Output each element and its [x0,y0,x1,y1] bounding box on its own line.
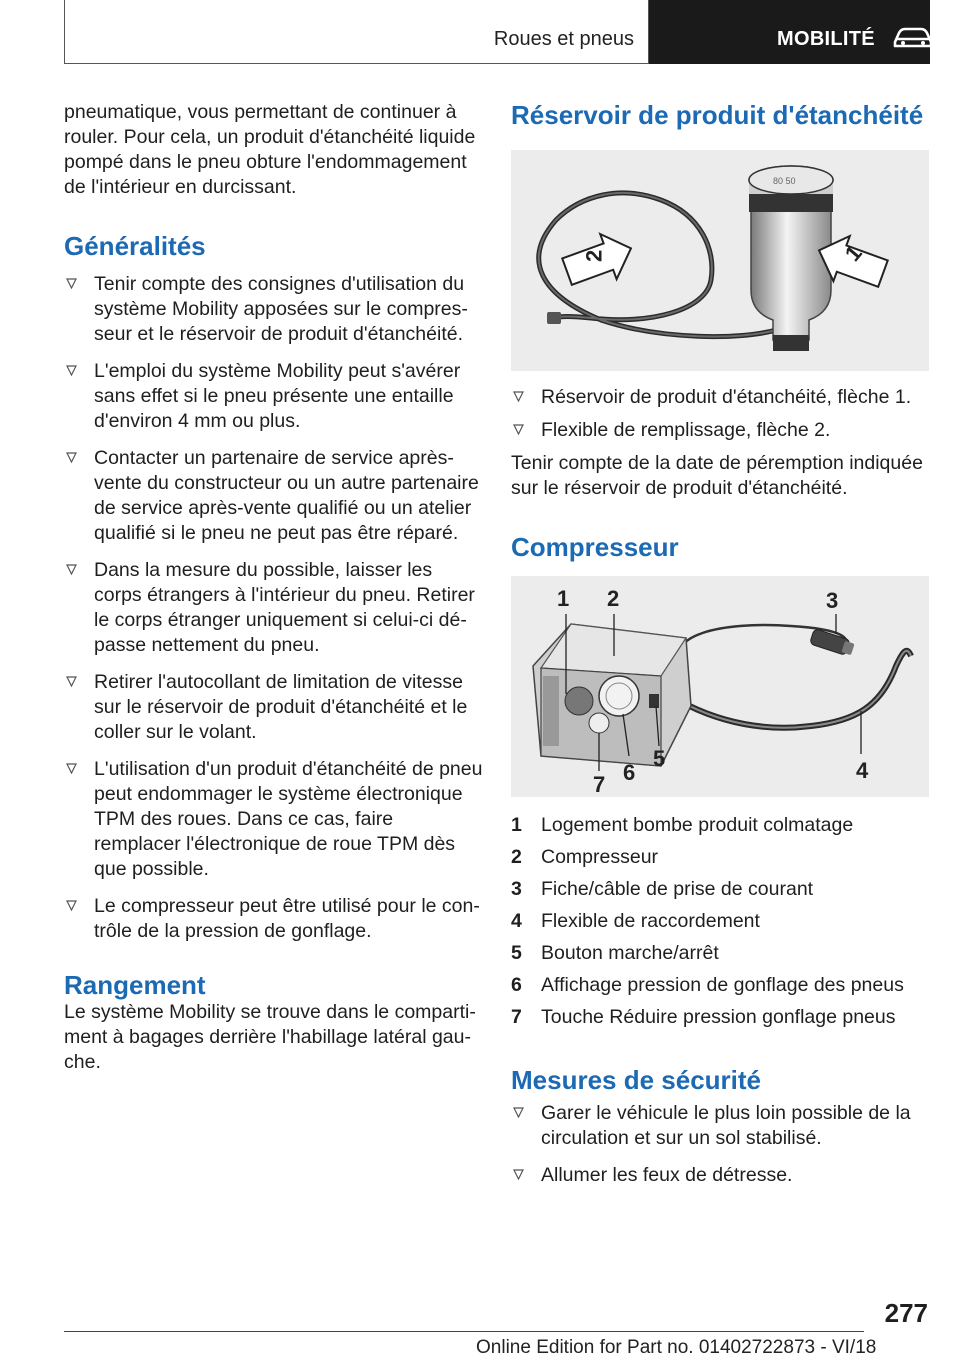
footer-edition: Online Edition for Part no. 01402722873 - VI/18 [476,1337,877,1358]
legend-item: 1 Logement bombe produit colmatage [511,814,854,836]
reservoir-illustration [511,150,929,371]
callout-2: 2 [581,249,607,263]
list-item: Garer le véhicule le plus loin possible de la circulation et sur un sol stabilisé. [511,1101,929,1151]
securite-list [511,1101,929,1188]
list-item: Le compresseur peut être utilisé pour le contrôle de la pression de gonflage. [64,894,484,944]
footer-divider [64,1331,864,1332]
list-item: Réservoir de produit d'étanchéité, flèche 1. [511,385,929,410]
list-item: Retirer l'autocollant de limitation de vitesse sur le réservoir de produit d'étanchéité et le coller sur le volant. [64,670,484,745]
list-item: Contacter un partenaire de service après-vente du constructeur ou un autre partenaire de service après-vente qualifié ou un atelier qualifié si le pneu ne peut pas être réparé. [64,446,484,546]
intro-paragraph: pneumatique, vous permettant de continuer à rouler. Pour cela, un produit d'étanchéité liquide pompé dans le pneu obture l'endommagement de l'intérieur en durcissant. [64,101,476,198]
list-item: Allumer les feux de détresse. [511,1163,929,1188]
triangle-bullet-icon [66,452,77,463]
callout-1: 1 [839,240,867,266]
compresseur-illustration [511,576,929,797]
chapter-title: MOBILITÉ [777,28,875,50]
callout-1: 1 [557,586,570,611]
list-item: Dans la mesure du possible, laisser les corps étrangers à l'intérieur du pneu. Retirer le corps étranger uniquement si celui-ci dépasse nettement du pneu. [64,558,484,658]
list-item: Flexible de remplissage, flèche 2. [511,418,929,443]
triangle-bullet-icon [66,278,77,289]
callout-3: 3 [826,588,839,613]
legend-item: 5 Bouton marche/arrêt [511,942,719,964]
callout-5: 5 [653,746,666,771]
triangle-bullet-icon [66,676,77,687]
section-title: Roues et pneus [493,28,634,50]
right-column [511,100,929,1200]
triangle-bullet-icon [66,564,77,575]
heading-rangement: Rangement [64,970,206,1000]
callout-6: 6 [623,760,636,785]
triangle-bullet-icon [513,1169,524,1180]
reservoir-figure [511,150,929,371]
heading-compresseur: Compresseur [511,532,679,562]
heading-generalites: Généralités [64,231,206,261]
list-item: Tenir compte des consignes d'utilisation du système Mobility apposées sur le compresseur et le réservoir de produit d'étanchéité. [64,272,484,347]
page-number: 277 [884,1298,928,1328]
legend-item: 4 Flexible de raccordement [511,910,760,932]
rangement-paragraph: Le système Mobility se trouve dans le compartiment à bagages derrière l'habillage latéral gauche. [64,1001,476,1073]
reservoir-list [511,385,929,443]
triangle-bullet-icon [513,1107,524,1118]
reservoir-note: Tenir compte de la date de péremption indiquée sur le réservoir de produit d'étanchéité. [511,452,923,499]
triangle-bullet-icon [513,391,524,402]
heading-securite: Mesures de sécurité [511,1065,762,1095]
compresseur-figure [511,576,929,797]
list-item: L'utilisation d'un produit d'étanchéité de pneu peut endommager le système électronique TPM des roues. Dans ce cas, faire remplacer l'électronique de roue TPM dès que possible. [64,757,484,882]
triangle-bullet-icon [66,365,77,376]
heading-reservoir: Réservoir de produit d'étanchéité [511,100,924,130]
callout-2: 2 [607,586,620,611]
bottle-label: 80 50 [773,176,796,186]
list-item: L'emploi du système Mobility peut s'avérer sans effet si le pneu présente une entaille d'environ 4 mm ou plus. [64,359,484,434]
left-column [64,100,484,1075]
legend-item: 6 Affichage pression de gonflage des pneus [511,974,904,996]
header-section [64,0,649,64]
callout-4: 4 [856,758,869,783]
triangle-bullet-icon [66,763,77,774]
legend-item: 2 Compresseur [511,846,659,868]
legend-item: 7 Touche Réduire pression gonflage pneus [511,1006,896,1028]
header-chapter [649,0,930,64]
legend-item: 3 Fiche/câble de prise de courant [511,878,814,900]
callout-7: 7 [593,772,606,797]
triangle-bullet-icon [513,424,524,435]
car-icon [891,26,935,50]
compresseur-legend [511,809,929,1033]
triangle-bullet-icon [66,900,77,911]
generalites-list [64,272,484,944]
